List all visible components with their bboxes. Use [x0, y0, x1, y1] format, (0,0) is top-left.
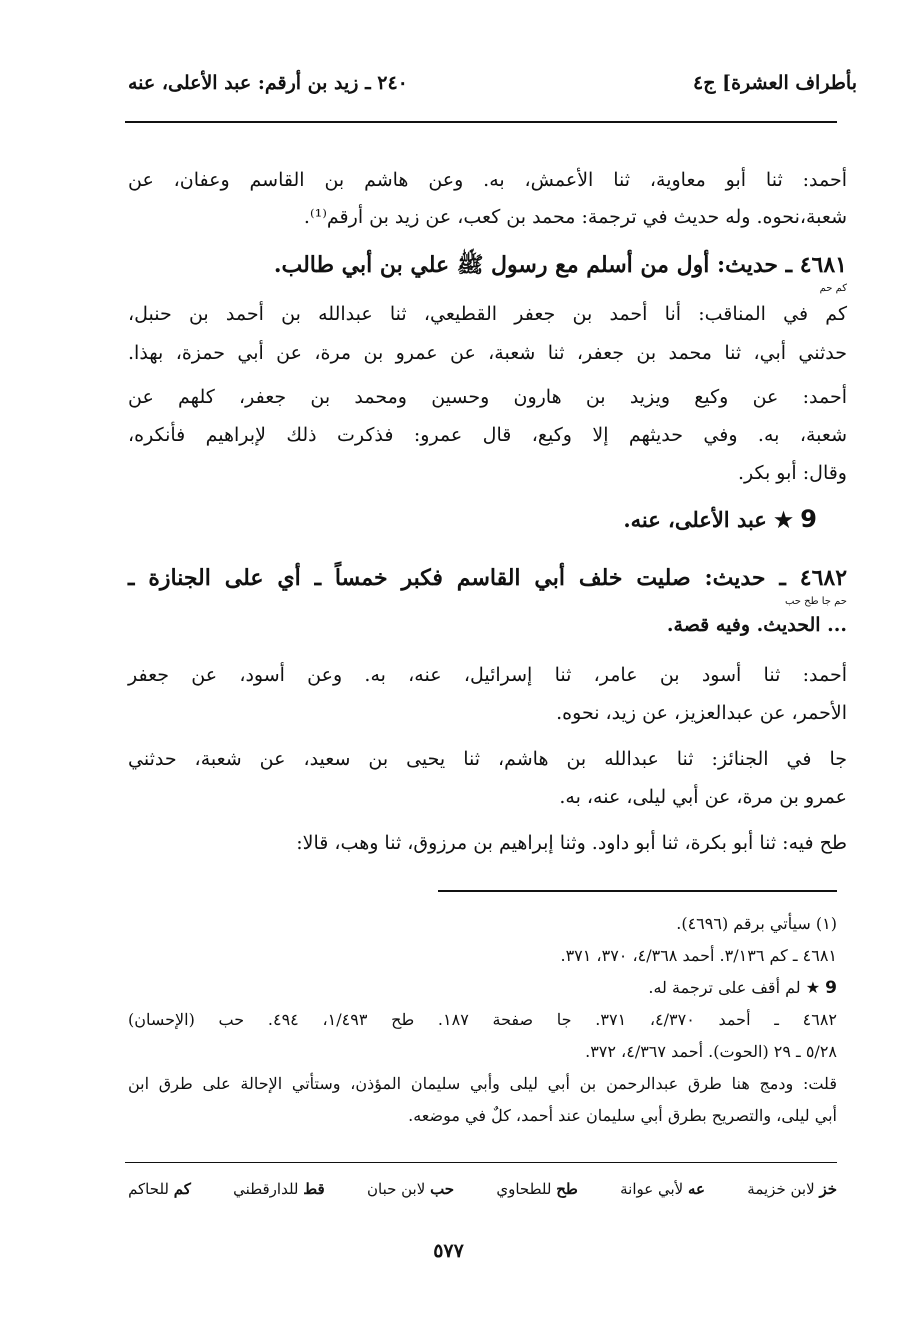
hadith-4682-sigla: حم جا طح حب [784, 596, 847, 607]
legend-item: حب لابن حبان [366, 1180, 455, 1198]
body-line: شعبة، به. وفي حديثهم إلا وكيع، قال عمرو: فذكرت ذلك لإبراهيم فأنكره، [128, 424, 847, 446]
footnote-text: لم أقف على ترجمة له. [648, 978, 801, 997]
footnote-rule [438, 890, 837, 892]
footnote: قلت: ودمج هنا طرق عبدالرحمن بن أبي ليلى وأبي سليمان المؤذن، وستأتي الإحالة على طرق ابن [128, 1074, 837, 1093]
body-line: أحمد: ثنا أبو معاوية، ثنا الأعمش، به. وعن هاشم بن القاسم وعفان، عن [128, 169, 847, 191]
body-line: حدثني أبي، ثنا محمد بن جعفر، ثنا شعبة، عن عمرو بن مرة، عن أبي حمزة، بهذا. [128, 342, 847, 364]
footnote: ٤٦٨٢ ـ أحمد ٤/٣٧٠، ٣٧١. جا صفحة ١٨٧. طح ١/٤٩٣، ٤٩٤. حب (الإحسان) [128, 1010, 838, 1029]
star-icon: ★ [774, 507, 793, 532]
footnote: (١) سيأتي برقم (٤٦٩٦). [676, 914, 837, 933]
hadith-4681-heading: ٤٦٨١ ـ حديث: أول من أسلم مع رسول ﷺ علي بن أبي طالب. [273, 252, 847, 278]
header-book-title: بأطراف العشرة] ج٤ [693, 72, 857, 94]
header-rule [125, 121, 837, 123]
abbreviations-legend [128, 1180, 837, 1198]
body-line: عمرو بن مرة، عن أبي ليلى، عنه، به. [559, 786, 847, 808]
legend-rule [125, 1162, 837, 1163]
biography-name: عبد الأعلى، عنه. [623, 507, 767, 532]
footnote: أبي ليلى، والتصريح بطرق أبي سليمان عند أحمد، كلٌ في موضعه. [408, 1106, 837, 1125]
legend-item: قط للدارقطني [233, 1180, 325, 1198]
footnote: ٥/٢٨ ـ ٢٩ (الحوت). أحمد ٤/٣٦٧، ٣٧٢. [585, 1042, 837, 1061]
body-line: ... الحديث. وفيه قصة. [666, 614, 847, 636]
biography-heading [623, 505, 817, 533]
star-icon: ★ [805, 978, 821, 997]
footnote [648, 977, 837, 999]
legend-item: طح للطحاوي [496, 1180, 578, 1198]
legend-item: عه لأبي عوانة [620, 1180, 706, 1198]
body-line: طح فيه: ثنا أبو بكرة، ثنا أبو داود. وثنا إبراهيم بن مرزوق، ثنا وهب، قالا: [296, 832, 847, 854]
body-line: شعبة،نحوه. وله حديث في ترجمة: محمد بن كعب، عن زيد بن أرقم⁽¹⁾. [303, 206, 847, 228]
entry-number: 9 [800, 505, 817, 533]
body-line: أحمد: عن وكيع ويزيد بن هارون وحسين ومحمد بن جعفر، كلهم عن [128, 386, 847, 408]
body-line: وقال: أبو بكر. [737, 462, 847, 484]
header-section-title: ٢٤٠ ـ زيد بن أرقم: عبد الأعلى، عنه [128, 72, 408, 94]
legend-item: كم للحاكم [128, 1180, 191, 1198]
body-line: كم في المناقب: أنا أحمد بن جعفر القطيعي، ثنا عبدالله بن أحمد بن حنبل، [128, 303, 847, 325]
hadith-4682-heading: ٤٦٨٢ ـ حديث: صليت خلف أبي القاسم فكبر خمساً ـ أي على الجنازة ـ [128, 565, 848, 591]
body-line: الأحمر، عن عبدالعزيز، عن زيد، نحوه. [556, 702, 847, 724]
entry-number: 9 [825, 978, 837, 998]
hadith-4681-sigla: كم حم [819, 283, 847, 294]
body-line: أحمد: ثنا أسود بن عامر، ثنا إسرائيل، عنه، به. وعن أسود، عن جعفر [128, 664, 847, 686]
footnote: ٤٦٨١ ـ كم ٣/١٣٦. أحمد ٤/٣٦٨، ٣٧٠، ٣٧١. [560, 946, 837, 965]
body-line: جا في الجنائز: ثنا عبدالله بن هاشم، ثنا يحيى بن سعيد، عن شعبة، حدثني [128, 748, 847, 770]
legend-item: خز لابن خزيمة [747, 1180, 837, 1198]
page-number: ٥٧٧ [433, 1240, 464, 1262]
